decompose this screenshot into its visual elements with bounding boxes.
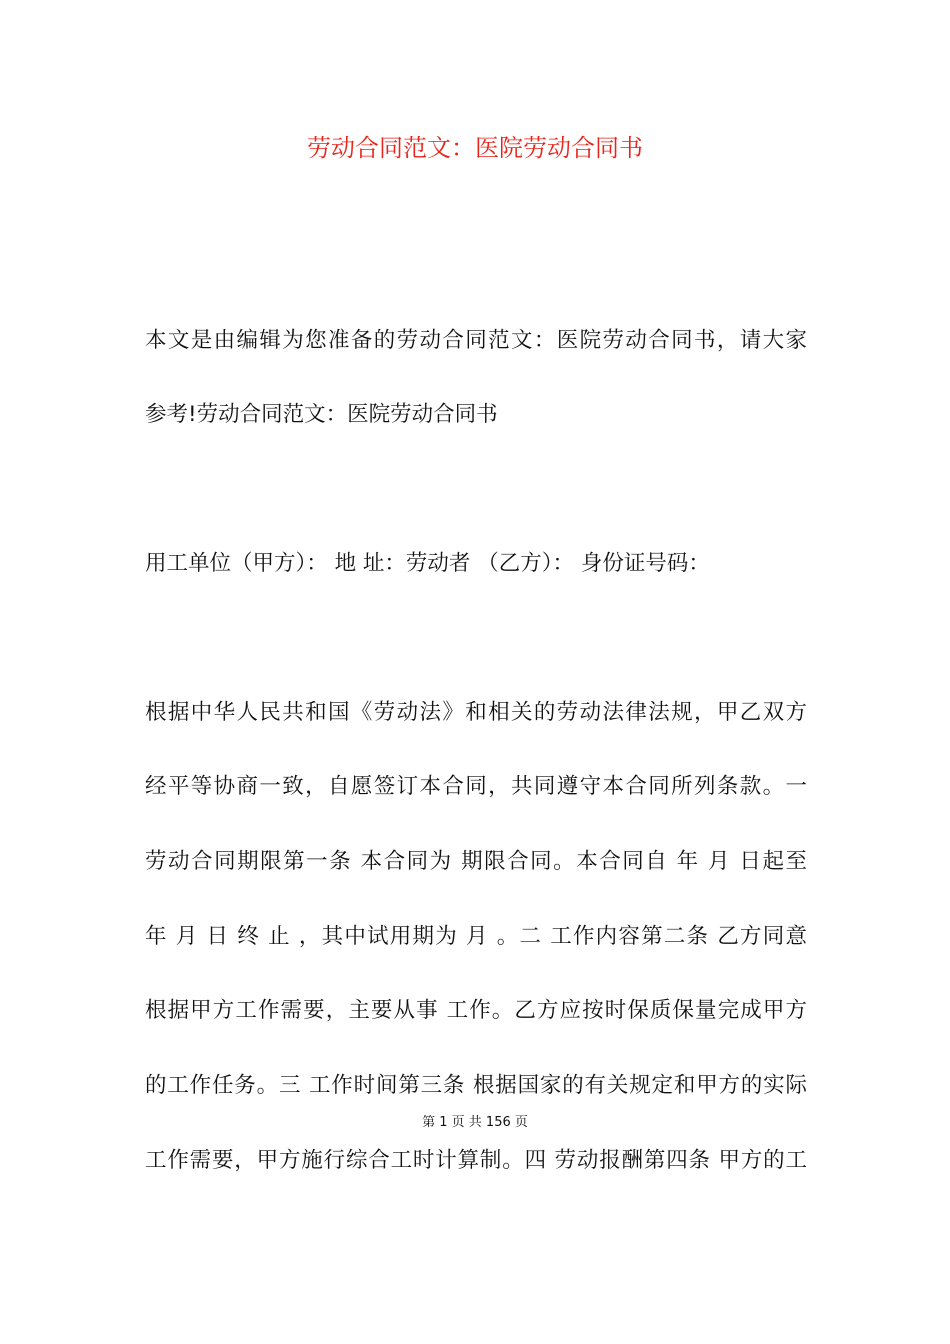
paragraph-line: 的工作任务。三 工作时间第三条 根据国家的有关规定和甲方的实际 (145, 1073, 807, 1098)
paragraph-line: 年 月 日 终 止 ，其中试用期为 月 。二 工作内容第二条 乙方同意 (145, 924, 807, 949)
paragraph-line: 参考!劳动合同范文：医院劳动合同书 (145, 402, 498, 427)
page-number-footer: 第 1 页 共 156 页 (422, 1115, 528, 1130)
document-title: 劳动合同范文：医院劳动合同书 (307, 134, 643, 162)
paragraph-line: 根据中华人民共和国《劳动法》和相关的劳动法律法规，甲乙双方 (145, 700, 807, 725)
paragraph-line: 用工单位（甲方）： 地 址：劳动者 （乙方）： 身份证号码： (145, 551, 710, 576)
paragraph-line: 劳动合同期限第一条 本合同为 期限合同。本合同自 年 月 日起至 (145, 849, 807, 874)
paragraph-line: 根据甲方工作需要，主要从事 工作。乙方应按时保质保量完成甲方 (145, 998, 807, 1023)
paragraph-line: 经平等协商一致，自愿签订本合同，共同遵守本合同所列条款。一 (145, 774, 807, 799)
paragraph-line: 工作需要，甲方施行综合工时计算制。四 劳动报酬第四条 甲方的工 (145, 1148, 807, 1173)
paragraph-line: 本文是由编辑为您准备的劳动合同范文：医院劳动合同书，请大家 (145, 328, 807, 353)
